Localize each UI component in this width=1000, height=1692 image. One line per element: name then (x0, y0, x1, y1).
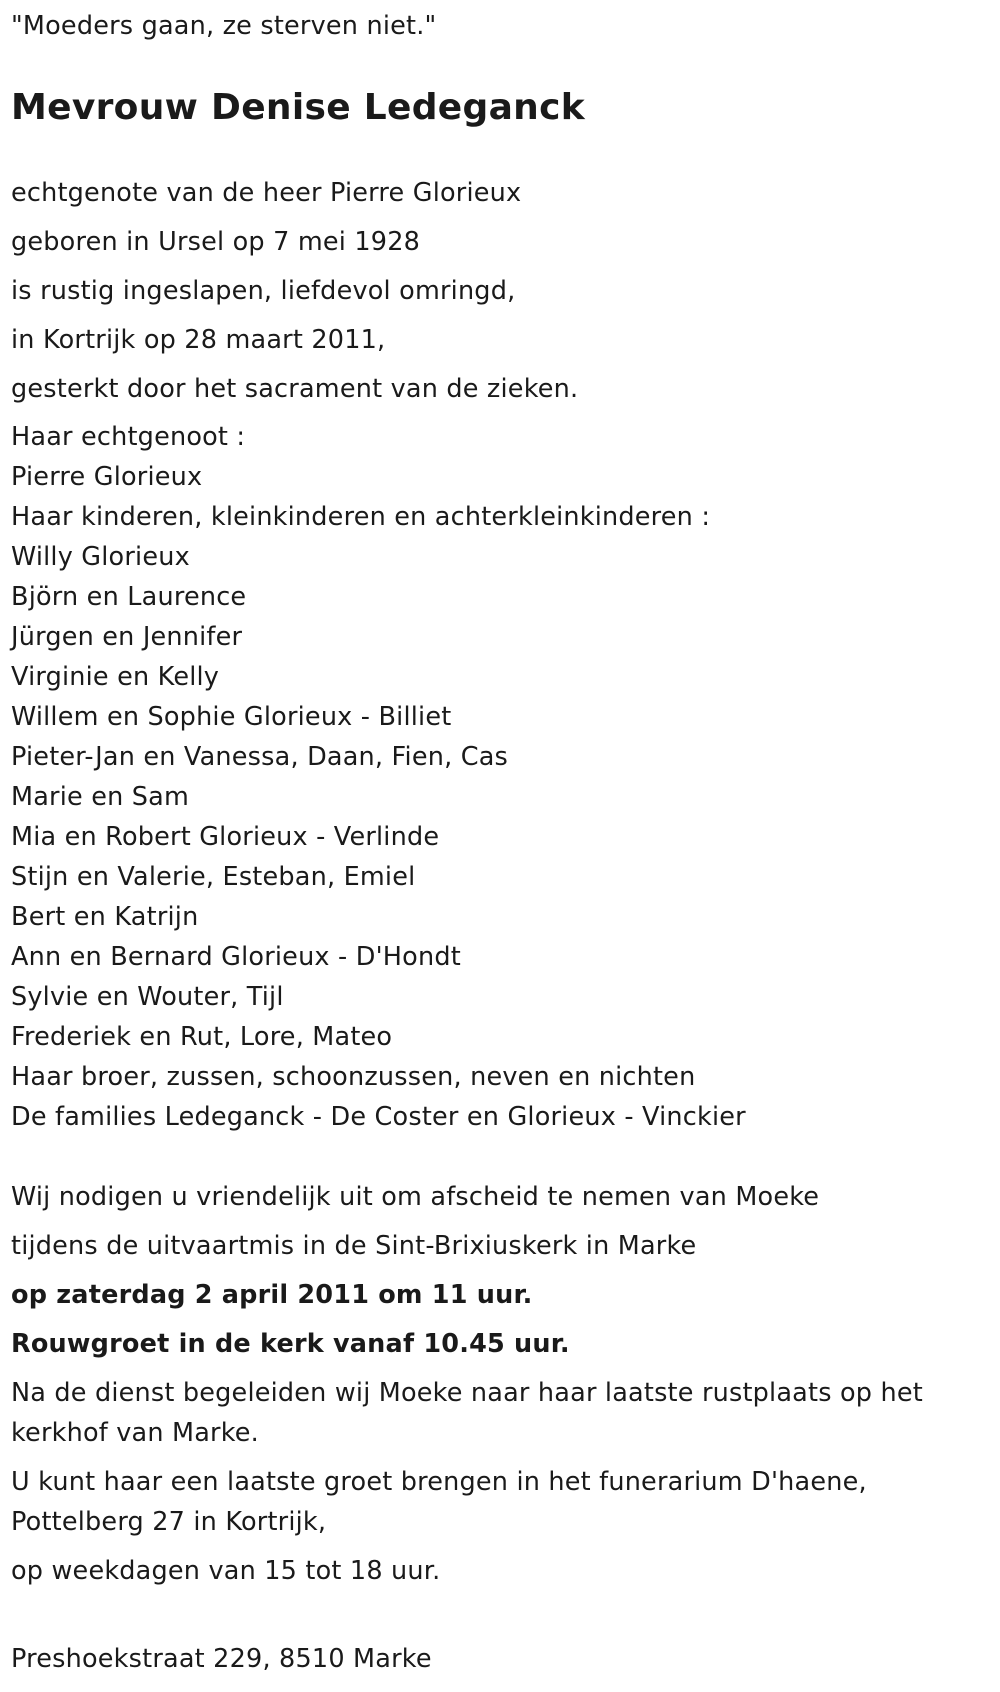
intro-line-place-date: in Kortrijk op 28 maart 2011, (11, 325, 386, 355)
family-list (11, 417, 986, 1137)
family-address: Preshoekstraat 229, 8510 Marke (11, 1644, 432, 1674)
opening-quote: "Moeders gaan, ze sterven niet." (11, 11, 437, 41)
invite-line: Wij nodigen u vriendelijk uit om afscheid te nemen van Moeke (11, 1182, 820, 1212)
family-line: Björn en Laurence (11, 582, 247, 612)
family-line: Marie en Sam (11, 782, 189, 812)
family-line: Ann en Bernard Glorieux - D'Hondt (11, 942, 461, 972)
family-line: Virginie en Kelly (11, 662, 220, 692)
family-line: Willem en Sophie Glorieux - Billiet (11, 702, 452, 732)
family-line: Bert en Katrijn (11, 902, 199, 932)
family-line: Jürgen en Jennifer (11, 622, 243, 652)
intro-section (11, 173, 986, 409)
funeral-date: op zaterdag 2 april 2011 om 11 uur. (11, 1280, 533, 1310)
burial-text: Na de dienst begeleiden wij Moeke naar haar laatste rustplaats op het kerkhof van Marke. (11, 1378, 923, 1448)
intro-line-spouse: echtgenote van de heer Pierre Glorieux (11, 178, 522, 208)
family-line: Haar echtgenoot : (11, 422, 246, 452)
family-line: Frederiek en Rut, Lore, Mateo (11, 1022, 393, 1052)
funeral-home-text: U kunt haar een laatste groet brengen in het funerarium D'haene, Pottelberg 27 in Kortrijk, (11, 1467, 867, 1537)
family-line: Pieter-Jan en Vanessa, Daan, Fien, Cas (11, 742, 509, 772)
family-line: Stijn en Valerie, Esteban, Emiel (11, 862, 416, 892)
intro-line-sacrament: gesterkt door het sacrament van de zieken. (11, 374, 579, 404)
intro-line-birth: geboren in Ursel op 7 mei 1928 (11, 227, 421, 257)
family-line: Willy Glorieux (11, 542, 190, 572)
family-line: Haar broer, zussen, schoonzussen, neven en nichten (11, 1062, 696, 1092)
family-line: Sylvie en Wouter, Tijl (11, 982, 284, 1012)
condolence-time: Rouwgroet in de kerk vanaf 10.45 uur. (11, 1329, 570, 1359)
obituary-notice (11, 0, 986, 1679)
visiting-hours: op weekdagen van 15 tot 18 uur. (11, 1556, 441, 1586)
family-line: De families Ledeganck - De Coster en Glorieux - Vinckier (11, 1102, 746, 1132)
family-line: Mia en Robert Glorieux - Verlinde (11, 822, 440, 852)
family-line: Pierre Glorieux (11, 462, 203, 492)
intro-line-passing: is rustig ingeslapen, liefdevol omringd, (11, 276, 516, 306)
funeral-invitation (11, 1177, 986, 1591)
deceased-name-heading: Mevrouw Denise Ledeganck (11, 87, 585, 128)
family-line: Haar kinderen, kleinkinderen en achterkleinkinderen : (11, 502, 711, 532)
invite-church-line: tijdens de uitvaartmis in de Sint-Brixiuskerk in Marke (11, 1231, 697, 1261)
